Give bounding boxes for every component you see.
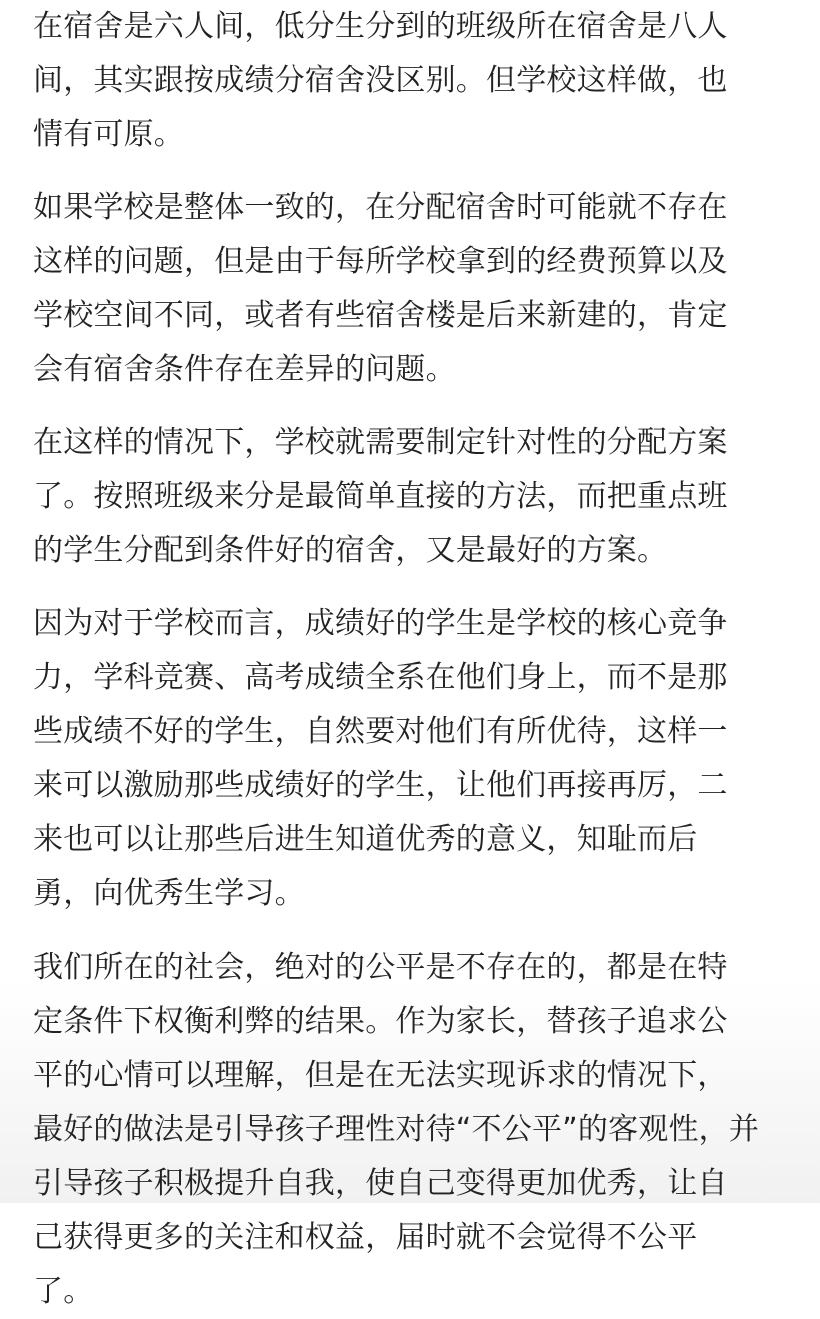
text-line: 平的心情可以理解，但是在无法实现诉求的情况下， — [33, 1058, 728, 1093]
text-line: 如果学校是整体一致的，在分配宿舍时可能就不存在 — [33, 190, 728, 225]
text-line: 因为对于学校而言，成绩好的学生是学校的核心竞争 — [33, 606, 728, 641]
text-line: 来可以激励那些成绩好的学生，让他们再接再厉，二 — [33, 768, 728, 803]
text-line: 学校空间不同，或者有些宿舍楼是后来新建的，肯定 — [33, 298, 728, 333]
text-line: 定条件下权衡利弊的结果。作为家长，替孩子追求公 — [33, 1004, 728, 1039]
article-body — [33, 0, 803, 1319]
text-line: 些成绩不好的学生，自然要对他们有所优待，这样一 — [33, 714, 728, 749]
text-line: 我们所在的社会，绝对的公平是不存在的，都是在特 — [33, 950, 728, 985]
text-line: 在宿舍是六人间，低分生分到的班级所在宿舍是八人 — [33, 9, 728, 44]
text-line: 会有宿舍条件存在差异的问题。 — [33, 352, 456, 387]
text-line: 己获得更多的关注和权益，届时就不会觉得不公平 — [33, 1220, 698, 1255]
text-line: 了。按照班级来分是最简单直接的方法，而把重点班 — [33, 479, 728, 514]
text-line: 在这样的情况下，学校就需要制定针对性的分配方案 — [33, 425, 728, 460]
paragraph-4 — [33, 597, 803, 921]
text-line: 来也可以让那些后进生知道优秀的意义，知耻而后 — [33, 822, 698, 857]
text-line: 的学生分配到条件好的宿舍，又是最好的方案。 — [33, 533, 668, 568]
paragraph-3 — [33, 416, 803, 578]
paragraph-1 — [33, 0, 803, 162]
text-line: 勇，向优秀生学习。 — [33, 876, 305, 911]
text-line: 情有可原。 — [33, 117, 184, 152]
text-line: 间，其实跟按成绩分宿舍没区别。但学校这样做，也 — [33, 63, 728, 98]
text-line: 引导孩子积极提升自我，使自己变得更加优秀，让自 — [33, 1166, 728, 1201]
text-line: 了。 — [33, 1274, 94, 1309]
text-line: 最好的做法是引导孩子理性对待“不公平”的客观性，并 — [33, 1112, 760, 1147]
paragraph-5 — [33, 941, 803, 1319]
text-line: 这样的问题，但是由于每所学校拿到的经费预算以及 — [33, 244, 728, 279]
paragraph-2 — [33, 181, 803, 397]
text-line: 力，学科竞赛、高考成绩全系在他们身上，而不是那 — [33, 660, 728, 695]
